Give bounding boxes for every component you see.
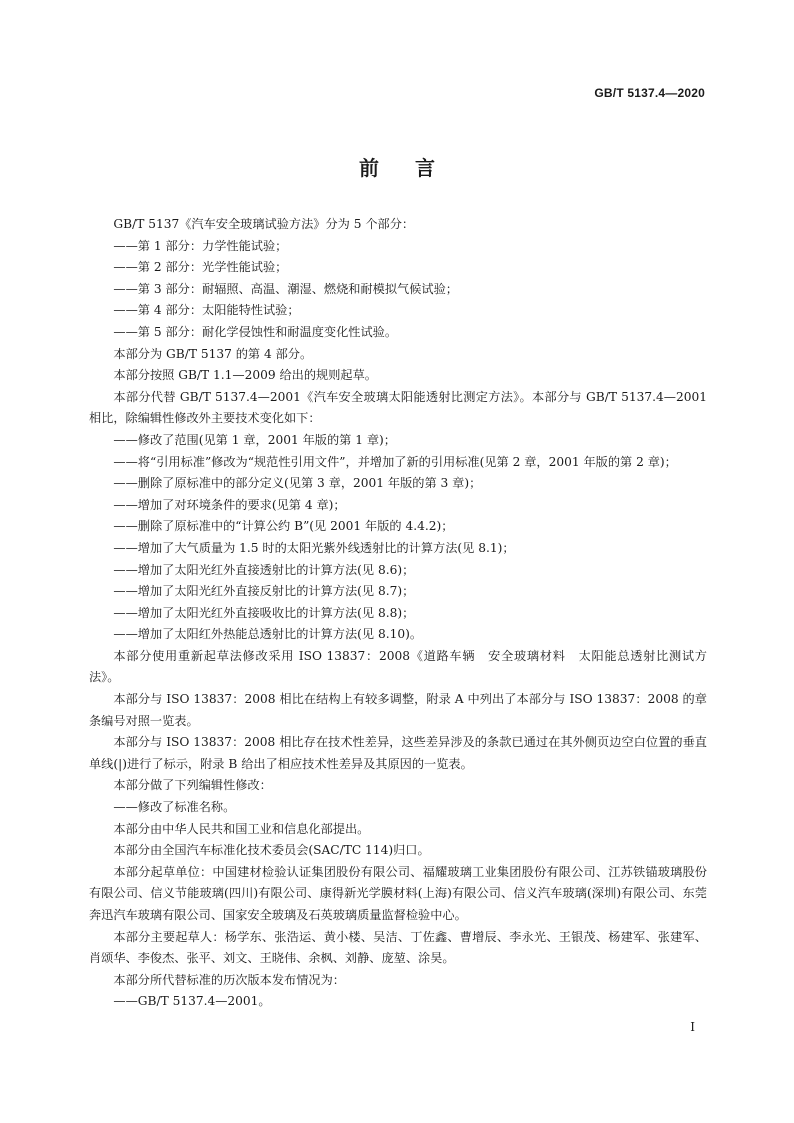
list-item: ——修改了范围(见第 1 章，2001 年版的第 1 章)；	[113, 432, 396, 447]
paragraph: 本部分起草单位：中国建材检验认证集团股份有限公司、福耀玻璃工业集团股份有限公司、江苏铁锚玻璃股份有限公司、信义节能玻璃(四川)有限公司、康得新光学膜材料(上海)有限公司、信义汽车玻璃(深圳)有限公司、东莞奔迅汽车玻璃有限公司、国家安全玻璃及石英玻璃质量监督检验中心。	[89, 864, 707, 922]
list-item: ——第 1 部分：力学性能试验；	[113, 238, 288, 253]
paragraph: 本部分所代替标准的历次版本发布情况为：	[113, 972, 345, 987]
paragraph: 本部分由全国汽车标准化技术委员会(SAC/TC 114)归口。	[113, 843, 430, 858]
list-item: ——第 2 部分：光学性能试验；	[113, 260, 288, 275]
paragraph: 本部分主要起草人：杨学东、张浩运、黄小楼、吴洁、丁佐鑫、曹增辰、李永光、王银茂、杨建军、张建军、肖颂华、李俊杰、张平、刘文、王晓伟、余枫、刘静、庞堃、涂昊。	[89, 929, 707, 966]
paragraph: 本部分代替 GB/T 5137.4—2001《汽车安全玻璃太阳能透射比测定方法》。本部分与 GB/T 5137.4—2001 相比，除编辑性修改外主要技术变化如下：	[89, 389, 707, 426]
list-item: ——GB/T 5137.4—2001。	[113, 994, 271, 1009]
paragraph: 本部分做了下列编辑性修改：	[113, 778, 272, 793]
list-item: ——修改了标准名称。	[113, 800, 236, 815]
list-item: ——删除了原标准中的部分定义(见第 3 章，2001 年版的第 3 章)；	[113, 476, 482, 491]
paragraph: 本部分与 ISO 13837：2008 相比存在技术性差异，这些差异涉及的条款已通过在其外侧页边空白位置的垂直单线(|)进行了标示，附录 B 给出了相应技术性差异及其原因的一览表。	[89, 735, 707, 771]
list-item: ——增加了太阳红外热能总透射比的计算方法(见 8.10)。	[113, 627, 423, 642]
list-item: ——第 3 部分：耐辐照、高温、潮湿、燃烧和耐模拟气候试验；	[113, 281, 458, 296]
list-item: ——将“引用标准”修改为“规范性引用文件”，并增加了新的引用标准(见第 2 章，2001 年版的第 2 章)；	[113, 454, 677, 469]
paragraph: 本部分为 GB/T 5137 的第 4 部分。	[113, 346, 313, 361]
list-item: ——删除了原标准中的“计算公约 B”(见 2001 年版的 4.4.2)；	[113, 519, 454, 534]
paragraph: 本部分按照 GB/T 1.1—2009 给出的规则起草。	[113, 368, 377, 383]
page-title: 前言	[359, 156, 471, 180]
paragraph: 本部分由中华人民共和国工业和信息化部提出。	[113, 821, 370, 836]
list-item: ——第 5 部分：耐化学侵蚀性和耐温度变化性试验。	[113, 324, 398, 339]
list-item: ——增加了太阳光红外直接反射比的计算方法(见 8.7)；	[113, 584, 415, 599]
standard-code: GB/T 5137.4—2020	[594, 86, 705, 100]
foreword-body	[89, 214, 707, 1013]
list-item: ——增加了大气质量为 1.5 时的太阳光紫外线透射比的计算方法(见 8.1)；	[113, 540, 515, 555]
list-item: ——第 4 部分：太阳能特性试验；	[113, 303, 300, 318]
list-item: ——增加了太阳光红外直接吸收比的计算方法(见 8.8)；	[113, 605, 415, 620]
paragraph: 本部分与 ISO 13837：2008 相比在结构上有较多调整，附录 A 中列出了本部分与 ISO 13837：2008 的章条编号对照一览表。	[89, 692, 707, 728]
paragraph: GB/T 5137《汽车安全玻璃试验方法》分为 5 个部分：	[113, 217, 415, 231]
paragraph: 本部分使用重新起草法修改采用 ISO 13837：2008《道路车辆 安全玻璃材料 太阳能总透射比测试方法》。	[89, 648, 707, 685]
list-item: ——增加了太阳光红外直接透射比的计算方法(见 8.6)；	[113, 562, 415, 577]
page-number: I	[690, 1020, 695, 1034]
list-item: ——增加了对环境条件的要求(见第 4 章)；	[113, 497, 346, 512]
